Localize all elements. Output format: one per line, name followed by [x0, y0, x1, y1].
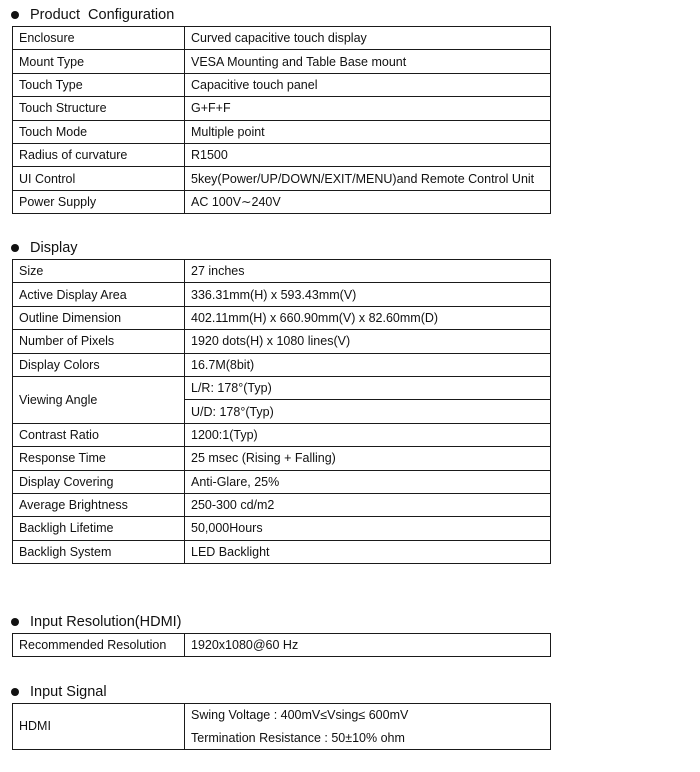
- spec-value: 16.7M(8bit): [185, 353, 551, 376]
- table-row: [13, 540, 551, 563]
- bullet-icon: [11, 688, 19, 696]
- input-resolution-heading: [10, 612, 182, 632]
- table-row: [13, 423, 551, 446]
- spec-label: Average Brightness: [13, 493, 185, 516]
- spec-label: Outline Dimension: [13, 306, 185, 329]
- bullet-icon: [11, 618, 19, 626]
- table-row: [13, 517, 551, 540]
- spec-value: L/R: 178°(Typ): [185, 376, 551, 399]
- table-row: [13, 493, 551, 516]
- spec-label: HDMI: [13, 704, 185, 750]
- spec-value: 336.31mm(H) x 593.43mm(V): [185, 283, 551, 306]
- spec-value: Anti-Glare, 25%: [185, 470, 551, 493]
- spec-label: Touch Type: [13, 73, 185, 96]
- spec-value: Capacitive touch panel: [185, 73, 551, 96]
- spec-value: 250-300 cd/m2: [185, 493, 551, 516]
- table-row: [13, 120, 551, 143]
- spec-value: Multiple point: [185, 120, 551, 143]
- spec-label: UI Control: [13, 167, 185, 190]
- spec-value: VESA Mounting and Table Base mount: [185, 50, 551, 73]
- spec-label: Active Display Area: [13, 283, 185, 306]
- bullet-icon: [11, 244, 19, 252]
- table-row: [13, 167, 551, 190]
- spec-value: Termination Resistance : 50±10% ohm: [185, 726, 551, 749]
- spec-value: LED Backlight: [185, 540, 551, 563]
- spec-label: Contrast Ratio: [13, 423, 185, 446]
- spec-value: 25 msec (Rising + Falling): [185, 447, 551, 470]
- spec-value: Curved capacitive touch display: [185, 27, 551, 50]
- table-row: [13, 634, 551, 657]
- table-row: [13, 470, 551, 493]
- input-signal-table: [12, 703, 551, 750]
- input-resolution-table: [12, 633, 551, 657]
- section-title: Input Signal: [30, 684, 107, 700]
- table-row: [13, 330, 551, 353]
- spec-value: AC 100V∼240V: [185, 190, 551, 213]
- spec-value: Swing Voltage : 400mV≤Vsing≤ 600mV: [185, 704, 551, 727]
- spec-value: 402.11mm(H) x 660.90mm(V) x 82.60mm(D): [185, 306, 551, 329]
- table-row: [13, 704, 551, 727]
- spec-value: 1200:1(Typ): [185, 423, 551, 446]
- spec-label: Number of Pixels: [13, 330, 185, 353]
- spec-label: Radius of curvature: [13, 143, 185, 166]
- spec-label: Touch Mode: [13, 120, 185, 143]
- table-row: [13, 50, 551, 73]
- table-row: [13, 73, 551, 96]
- spec-label: Backligh Lifetime: [13, 517, 185, 540]
- table-row: [13, 283, 551, 306]
- spec-label: Enclosure: [13, 27, 185, 50]
- table-row: [13, 97, 551, 120]
- spec-value: G+F+F: [185, 97, 551, 120]
- table-row: [13, 27, 551, 50]
- spec-value: 5key(Power/UP/DOWN/EXIT/MENU)and Remote Control Unit: [185, 167, 551, 190]
- table-row: [13, 143, 551, 166]
- spec-label: Size: [13, 260, 185, 283]
- table-row: [13, 190, 551, 213]
- spec-value: 50,000Hours: [185, 517, 551, 540]
- product-configuration-table: [12, 26, 551, 214]
- spec-label: Backligh System: [13, 540, 185, 563]
- table-row: [13, 260, 551, 283]
- table-row: [13, 353, 551, 376]
- spec-value: R1500: [185, 143, 551, 166]
- display-heading: [10, 238, 78, 258]
- product-configuration-heading: [10, 5, 174, 25]
- spec-label: Display Colors: [13, 353, 185, 376]
- spec-label: Response Time: [13, 447, 185, 470]
- table-row: [13, 447, 551, 470]
- spec-label: Viewing Angle: [13, 376, 185, 423]
- section-title: Product Configuration: [30, 7, 175, 23]
- display-table: [12, 259, 551, 564]
- spec-value: 1920 dots(H) x 1080 lines(V): [185, 330, 551, 353]
- spec-label: Display Covering: [13, 470, 185, 493]
- input-signal-heading: [10, 682, 107, 702]
- section-title: Display: [30, 240, 78, 256]
- spec-label: Mount Type: [13, 50, 185, 73]
- table-row: [13, 376, 551, 399]
- spec-value: 27 inches: [185, 260, 551, 283]
- section-title: Input Resolution(HDMI): [30, 614, 182, 630]
- bullet-icon: [11, 11, 19, 19]
- spec-value: 1920x1080@60 Hz: [185, 634, 551, 657]
- spec-label: Power Supply: [13, 190, 185, 213]
- spec-label: Recommended Resolution: [13, 634, 185, 657]
- spec-label: Touch Structure: [13, 97, 185, 120]
- spec-value: U/D: 178°(Typ): [185, 400, 551, 423]
- table-row: [13, 306, 551, 329]
